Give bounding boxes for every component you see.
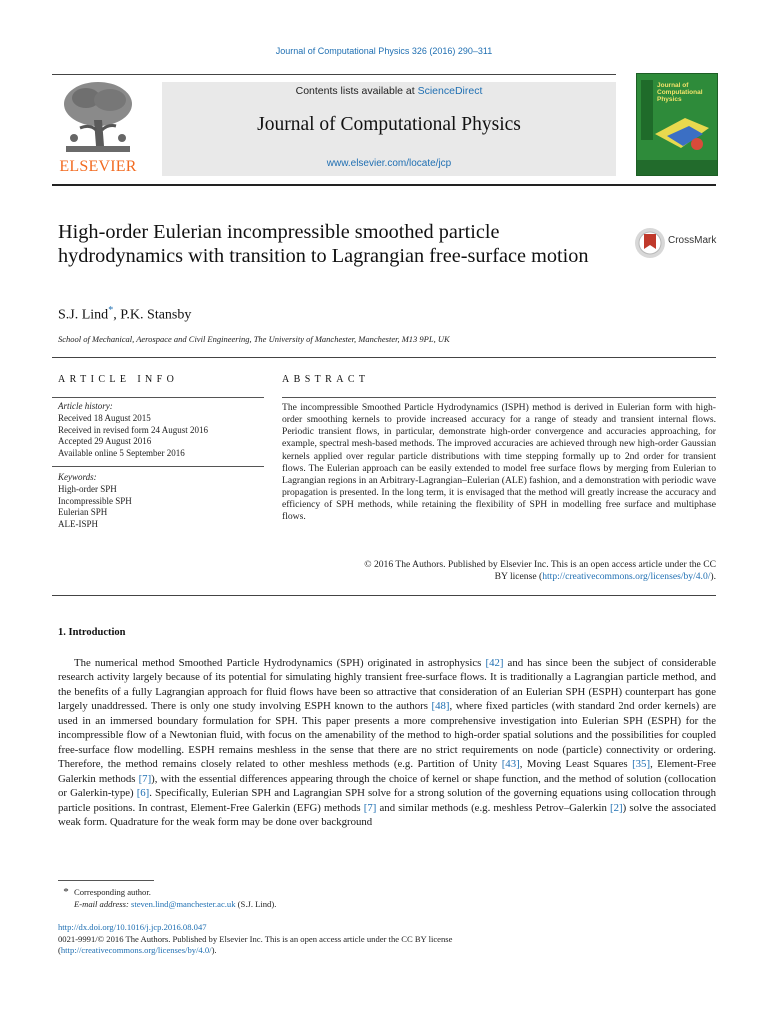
license-url-line: [58, 945, 718, 957]
affiliation: School of Mechanical, Aerospace and Civil Engineering, The University of Manchester, Manchester, M13 9PL, UK: [58, 334, 450, 344]
copyright-line: © 2016 The Authors. Published by Elsevier Inc. This is an open access article under the CC: [364, 559, 716, 570]
doi-link[interactable]: http://dx.doi.org/10.1016/j.jcp.2016.08.047: [58, 922, 207, 932]
header-top-rule: [52, 74, 616, 75]
footnote-star: *: [63, 886, 69, 898]
author-separator: ,: [113, 307, 121, 323]
keyword-item: High-order SPH: [58, 483, 117, 494]
history-label: Article history:: [58, 401, 113, 411]
article-info-rule: [52, 397, 264, 398]
cc-license-link[interactable]: http://creativecommons.org/licenses/by/4.0/: [542, 571, 711, 583]
text-run: . Specifically, Eulerian SPH and Lagrangian SPH solve for a strong solution of the governing equations using collocation through particle positions. In contrast, Element-Free Galerkin (EFG) methods: [58, 787, 716, 814]
license-prefix: BY license (: [494, 571, 543, 583]
elsevier-tree-icon: [60, 80, 136, 156]
keyword-item: Eulerian SPH: [58, 507, 108, 518]
abstract-bottom-rule: [52, 595, 716, 596]
email-label: E-mail address:: [74, 899, 131, 909]
section-heading-introduction: 1. Introduction: [58, 627, 126, 638]
history-revised: Received in revised form 24 August 2016: [58, 424, 208, 435]
citation-43[interactable]: [43]: [501, 758, 520, 771]
text-run: , Element-Free Galerkin methods: [58, 758, 716, 785]
citation-35[interactable]: [35]: [632, 758, 651, 771]
crossmark-label: CrossMark: [668, 235, 717, 246]
text-run: , Moving Least Squares: [519, 758, 633, 771]
citation-42[interactable]: [42]: [485, 657, 504, 669]
crossmark-icon: [634, 227, 666, 259]
journal-cover-thumbnail[interactable]: [636, 73, 718, 176]
history-received: Received 18 August 2015: [58, 412, 151, 423]
license-suffix: ).: [710, 571, 716, 583]
abstract-copyright: [282, 559, 716, 583]
citation-7[interactable]: [7]: [363, 801, 377, 814]
text-run: and similar methods (e.g. meshless Petrov–Galerkin: [376, 801, 611, 814]
citation-48[interactable]: [48]: [431, 700, 450, 713]
text-run: ), with the essential differences appearing through the choice of kernel or shape function, and the method of solution (collocation or Galerkin-type): [58, 772, 716, 800]
title-rule: [52, 357, 716, 358]
email-note: [58, 898, 718, 910]
article-info-heading: ARTICLE INFO: [58, 374, 179, 385]
paren-close: ).: [211, 945, 217, 956]
elsevier-logo[interactable]: [52, 80, 144, 176]
email-suffix: (S.J. Lind).: [235, 899, 277, 909]
corresponding-author-mark[interactable]: *: [108, 305, 114, 316]
crossmark-badge[interactable]: [634, 227, 724, 259]
corresponding-author-note: [58, 886, 718, 898]
introduction-body: [58, 656, 716, 829]
text-run: The numerical method Smoothed Particle Hydrodynamics (SPH) originated in astrophysics: [74, 657, 486, 669]
keywords-label: Keywords:: [58, 472, 97, 482]
keywords: [58, 472, 264, 531]
cover-title: Journal of Computational Physics: [657, 82, 703, 103]
author-list: [58, 305, 191, 324]
paragraph: [58, 656, 716, 829]
header-bottom-rule: [52, 184, 716, 186]
footer-cc-license-link[interactable]: http://creativecommons.org/licenses/by/4.0/: [60, 945, 212, 956]
elsevier-wordmark: ELSEVIER: [59, 158, 137, 175]
abstract-text: The incompressible Smoothed Particle Hydrodynamics (ISPH) method is derived in Eulerian form with high-order smoothing kernels to provide increased accuracy for a range of steady and transient internal flows. Periodic transient flows, in particular, demonstrate high-order convergence and accuracies approaching, for example, spectral mesh-based methods. The improved accuracies are achieved through new high-order Gaussian kernels applied over regular particle distributions with time stepping formally up to 2nd order for transient flows. The Eulerian approach can be easily extended to model free surface flows by merging from Eulerian to Lagrangian regions in an Arbitrary-Lagrangian–Eulerian (ALE) fashion, and a demonstration with periodic wave propagation is presented. In the long term, it is envisaged that the method will greatly increase the accuracy and efficiency of SPH methods, while retaining the flexibility of SPH in modelling free surface and multiphase flows.: [282, 402, 716, 523]
journal-url-link[interactable]: www.elsevier.com/locate/jcp: [326, 158, 452, 169]
sciencedirect-link[interactable]: ScienceDirect: [417, 85, 483, 97]
copyright-license-line: [282, 571, 716, 583]
history-accepted: Accepted 29 August 2016: [58, 436, 152, 447]
footnote-rule: [58, 880, 154, 881]
abstract-rule: [282, 397, 716, 398]
journal-reference[interactable]: Journal of Computational Physics 326 (2016) 290–311: [275, 46, 493, 56]
author-stansby[interactable]: P.K. Stansby: [120, 307, 192, 323]
author-lind[interactable]: S.J. Lind: [58, 307, 109, 323]
contents-line: [162, 85, 616, 97]
text-run: and has since been the subject of considerable research activity largely because of its potential for simulating highly transient free-surface flows. It is traditionally a Lagrangian particle method, and the benefits of a fully Lagrangian approach for fluid flows have been so attractive that consideration of an Eulerian SPH (ESPH) counterpart has gone largely unaddressed. There is only one study involving ESPH known to the authors: [58, 657, 717, 713]
text-run: ) solve the associated weak form. Quadrature for the weak form may be done over background: [58, 801, 717, 828]
article-history: [58, 401, 264, 460]
abstract-heading: ABSTRACT: [282, 374, 370, 385]
corresponding-label: Corresponding author.: [74, 887, 151, 897]
keyword-item: ALE-ISPH: [58, 519, 98, 530]
citation-6[interactable]: [6]: [136, 787, 150, 800]
footnotes: [58, 886, 718, 910]
journal-banner: [162, 82, 616, 176]
citation-7[interactable]: [7]: [138, 772, 152, 785]
journal-name: Journal of Computational Physics: [257, 114, 521, 135]
keyword-item: Incompressible SPH: [58, 495, 132, 506]
text-run: , where fixed particles (with standard 2nd order kernels) are used in an immersed boundary formulation for SPH. This paper presents a more comprehensive investigation into Eulerian SPH (ESPH) for the incompressible flow of a Newtonian fluid, with focus on the amenability of the method to high-order spatial solutions and the possibilities for coupled free-surface flow modelling. ESPH remains meshless in the sense that there are no strict requirements on node (particle) connectivity or ordering. Therefore, the method remains closely related to other meshless methods (e.g. Partition of Unity: [58, 700, 717, 771]
email-link[interactable]: steven.lind@manchester.ac.uk: [130, 899, 236, 909]
article-title: High-order Eulerian incompressible smoothed particle hydrodynamics with transition to Lagrangian free-surface motion: [58, 221, 589, 268]
paren-open: (: [58, 945, 61, 956]
citation-2[interactable]: [2]: [610, 801, 623, 814]
contents-prefix: Contents lists available at: [295, 85, 418, 97]
history-online: Available online 5 September 2016: [58, 448, 185, 459]
doi-license-block: [58, 922, 718, 957]
keywords-rule: [52, 466, 264, 467]
license-line: 0021-9991/© 2016 The Authors. Published by Elsevier Inc. This is an open access article under the CC BY license: [58, 933, 453, 944]
